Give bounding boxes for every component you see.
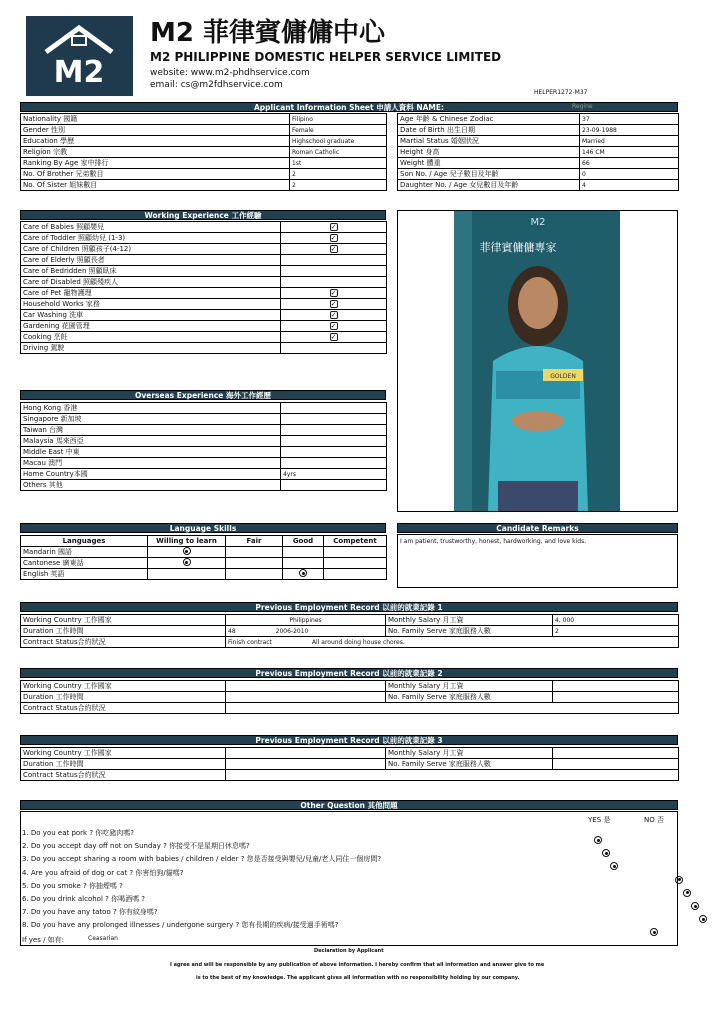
skill-check-cell [281, 299, 387, 310]
if-yes-label: If yes / 如有: [22, 936, 65, 944]
applicant-field-value: 2 [290, 169, 387, 180]
applicant-row [398, 114, 679, 125]
applicant-field-value: 66 [580, 158, 679, 169]
applicant-field-label: Date of Birth 出生日期 [398, 125, 580, 136]
overseas-duration-value [281, 403, 387, 414]
skill-label: Care of Pet 寵物護理 [21, 288, 281, 299]
skill-row [21, 222, 387, 233]
language-level-cell [148, 558, 226, 569]
family-serve-label: No. Family Serve 家庭服務人數 [386, 692, 553, 703]
overseas-duration-value: 4yrs [281, 469, 387, 480]
overseas-country-label: Home Country本國 [21, 469, 281, 480]
skill-row [21, 244, 387, 255]
language-row [21, 569, 387, 580]
family-serve-label: No. Family Serve 家庭服務人數 [386, 626, 553, 637]
skill-check-cell [281, 266, 387, 277]
if-yes-value: Ceasarian [88, 935, 118, 942]
applicant-row [21, 136, 387, 147]
logo-text: M2 [53, 55, 105, 90]
checkbox-checked-icon: ✓ [330, 311, 337, 319]
applicant-row [398, 169, 679, 180]
skill-check-cell [281, 332, 387, 343]
language-level-cell [283, 558, 324, 569]
applicant-name: Regine [572, 103, 593, 110]
applicant-field-value: Female [290, 125, 387, 136]
question-text: 1. Do you eat pork ? 你吃豬肉嗎? [22, 829, 134, 837]
applicant-left-table [20, 113, 387, 191]
overseas-row [21, 458, 387, 469]
language-level-cell [226, 569, 283, 580]
skill-check-cell [281, 288, 387, 299]
working-experience-table [20, 221, 387, 354]
working-country-label: Working Country 工作國家 [21, 748, 226, 759]
contract-status-cell [226, 703, 679, 714]
working-experience-bar: Working Experience 工作經驗 [20, 210, 386, 220]
duration-period: 2006-2010 [275, 627, 309, 635]
monthly-salary-value [553, 748, 679, 759]
job-duties: All around doing house chores. [311, 638, 405, 646]
applicant-field-value: Filipino [290, 114, 387, 125]
overseas-row [21, 403, 387, 414]
question-text: 8. Do you have any prolonged illnesses / undergone surgery ? 您有長期的疾病/接受過手術嗎? [22, 921, 339, 930]
language-level-cell [324, 569, 387, 580]
skill-label: Cooking 烹飪 [21, 332, 281, 343]
language-level-cell [324, 547, 387, 558]
lang-header-languages: Languages [21, 536, 148, 547]
family-serve-value [553, 759, 679, 770]
applicant-field-label: No. Of Sister 姐妹數目 [21, 180, 290, 191]
question-text: 4. Are you afraid of dog or cat ? 你害怕狗/貓嗎? [22, 868, 184, 877]
overseas-duration-value [281, 447, 387, 458]
language-level-cell [283, 547, 324, 558]
lang-header-fair: Fair [226, 536, 283, 547]
family-serve-value: 2 [553, 626, 679, 637]
contract-status-label: Contract Status合約狀況 [21, 770, 226, 781]
house-logo-icon [26, 16, 133, 96]
radio-selected-icon [299, 569, 307, 577]
yes-column-label: YES 是 [588, 816, 611, 824]
contract-status-cell [226, 637, 679, 648]
skill-row [21, 332, 387, 343]
skill-label: Household Works 家務 [21, 299, 281, 310]
skill-check-cell [281, 310, 387, 321]
family-serve-label: No. Family Serve 家庭服務人數 [386, 759, 553, 770]
working-country-value [226, 681, 386, 692]
overseas-row [21, 447, 387, 458]
radio-selected-icon [183, 547, 191, 555]
skill-check-cell [281, 233, 387, 244]
email-text: email: cs@m2fdhservice.com [150, 80, 283, 90]
other-questions-bar: Other Question 其他問題 [20, 800, 678, 810]
skill-label: Care of Disabled 照顧殘疾人 [21, 277, 281, 288]
answer-no-radio-icon [691, 902, 699, 910]
applicant-field-label: Height 身高 [398, 147, 580, 158]
skill-label: Care of Babies 照顧嬰兒 [21, 222, 281, 233]
applicant-field-value: 4 [580, 180, 679, 191]
contract-status-label: Contract Status合約狀況 [21, 637, 226, 648]
language-label: English 英語 [21, 569, 148, 580]
question-text: 5. Do you smoke ? 你抽煙嗎 ? [22, 881, 123, 890]
declaration-line-1: I agree and will be responsible by any publication of above information. I hereby confirm that all information and answer give to me [170, 962, 545, 968]
checkbox-checked-icon: ✓ [330, 234, 337, 242]
monthly-salary-label: Monthly Salary 月工資 [386, 681, 553, 692]
skill-label: Car Washing 洗車 [21, 310, 281, 321]
overseas-duration-value [281, 480, 387, 491]
language-skills-bar: Language Skills [20, 523, 386, 533]
language-row [21, 547, 387, 558]
employment-record-bar: Previous Employment Record 以前的就業記錄 1 [20, 602, 678, 612]
answer-no-radio-icon [699, 915, 707, 923]
language-level-cell [148, 569, 226, 580]
candidate-remarks-box [397, 534, 678, 588]
checkbox-checked-icon: ✓ [330, 223, 337, 231]
applicant-field-label: Martial Status 婚姻狀況 [398, 136, 580, 147]
applicant-field-value: 146 CM [580, 147, 679, 158]
skill-check-cell [281, 244, 387, 255]
answer-no-radio-icon [675, 876, 683, 884]
applicant-field-label: Weight 體重 [398, 158, 580, 169]
applicant-row [21, 180, 387, 191]
skill-label: Care of Toddler 照顧幼兒 (1-3) [21, 233, 281, 244]
company-logo [26, 16, 133, 96]
applicant-photo-image [398, 211, 677, 511]
employment-record-table [20, 680, 679, 714]
question-text: 3. Do you accept sharing a room with babies / children / elder ? 您是否接受與嬰兒/兒童/老人同住一個房間? [22, 855, 382, 864]
skill-row [21, 277, 387, 288]
skill-label: Driving 駕駛 [21, 343, 281, 354]
applicant-field-value: 23-09-1988 [580, 125, 679, 136]
applicant-row [398, 136, 679, 147]
applicant-field-label: Daughter No. / Age 女兒數目及年齡 [398, 180, 580, 191]
overseas-row [21, 480, 387, 491]
no-column-label: NO 否 [644, 816, 664, 824]
employment-record-bar: Previous Employment Record 以前的就業記錄 3 [20, 735, 678, 745]
overseas-country-label: Taiwan 台灣 [21, 425, 281, 436]
contract-status-label: Contract Status合約狀況 [21, 703, 226, 714]
applicant-photo [397, 210, 678, 512]
skill-label: Care of Elderly 照顧長者 [21, 255, 281, 266]
language-level-cell [226, 547, 283, 558]
applicant-field-label: No. Of Brother 兄弟數目 [21, 169, 290, 180]
applicant-field-value: Highschool graduate [290, 136, 387, 147]
checkbox-checked-icon: ✓ [330, 289, 337, 297]
family-serve-value [553, 692, 679, 703]
duration-label: Duration 工作時間 [21, 759, 226, 770]
applicant-field-value: 0 [580, 169, 679, 180]
skill-label: Care of Bedridden 照顧臥床 [21, 266, 281, 277]
working-country-label: Working Country 工作國家 [21, 615, 226, 626]
applicant-row [21, 147, 387, 158]
applicant-row [21, 158, 387, 169]
overseas-duration-value [281, 425, 387, 436]
skill-row [21, 233, 387, 244]
skill-check-cell [281, 321, 387, 332]
overseas-duration-value [281, 436, 387, 447]
applicant-row [21, 125, 387, 136]
overseas-row [21, 414, 387, 425]
contract-status-cell [226, 770, 679, 781]
photo-brand: M2 [530, 217, 546, 228]
photo-banner: 菲律賓傭傭專家 [479, 241, 557, 254]
working-country-value: Philippines [226, 615, 386, 626]
skill-check-cell [281, 222, 387, 233]
question-text: 7. Do you have any tatoo ? 你有紋身嗎? [22, 908, 158, 917]
language-level-cell [226, 558, 283, 569]
answer-no-radio-icon [683, 889, 691, 897]
applicant-field-value: Roman Catholic [290, 147, 387, 158]
monthly-salary-label: Monthly Salary 月工資 [386, 615, 553, 626]
contract-status-value: Finish contract [228, 638, 272, 646]
applicant-row [398, 125, 679, 136]
overseas-country-label: Middle East 中東 [21, 447, 281, 458]
working-country-value [226, 748, 386, 759]
skill-check-cell [281, 255, 387, 266]
checkbox-checked-icon: ✓ [330, 333, 337, 341]
website-text: website: www.m2-phdhservice.com [150, 68, 310, 78]
duration-label: Duration 工作時間 [21, 626, 226, 637]
duration-months: 48 [228, 627, 236, 635]
checkbox-checked-icon: ✓ [330, 322, 337, 330]
monthly-salary-label: Monthly Salary 月工資 [386, 748, 553, 759]
skill-row [21, 266, 387, 277]
overseas-experience-table [20, 402, 387, 491]
working-country-label: Working Country 工作國家 [21, 681, 226, 692]
language-level-cell [283, 569, 324, 580]
duration-cell [226, 626, 386, 637]
duration-label: Duration 工作時間 [21, 692, 226, 703]
skill-row [21, 255, 387, 266]
skill-check-cell [281, 343, 387, 354]
applicant-field-label: Education 學歷 [21, 136, 290, 147]
employment-record-table [20, 614, 679, 648]
applicant-right-table [397, 113, 679, 191]
page-title: M2 菲律賓傭傭中心 [150, 18, 386, 48]
overseas-country-label: Hong Kong 香港 [21, 403, 281, 414]
monthly-salary-value [553, 681, 679, 692]
overseas-row [21, 436, 387, 447]
answer-yes-radio-icon [594, 836, 602, 844]
photo-shirt-text: GOLDEN [550, 373, 576, 380]
skill-check-cell [281, 277, 387, 288]
applicant-field-label: Nationality 國籍 [21, 114, 290, 125]
applicant-bar-label: Applicant Information Sheet 申請人資料 NAME: [254, 103, 444, 112]
applicant-field-value: 37 [580, 114, 679, 125]
applicant-field-value: Married [580, 136, 679, 147]
radio-selected-icon [183, 558, 191, 566]
overseas-row [21, 469, 387, 480]
overseas-country-label: Singapore 新加坡 [21, 414, 281, 425]
candidate-remarks-bar: Candidate Remarks [397, 523, 678, 533]
overseas-country-label: Macau 澳門 [21, 458, 281, 469]
checkbox-checked-icon: ✓ [330, 300, 337, 308]
overseas-country-label: Others 其他 [21, 480, 281, 491]
language-row [21, 558, 387, 569]
employment-record-bar: Previous Employment Record 以前的就業記錄 2 [20, 668, 678, 678]
monthly-salary-value: 4, 000 [553, 615, 679, 626]
overseas-duration-value [281, 458, 387, 469]
overseas-duration-value [281, 414, 387, 425]
applicant-row [21, 169, 387, 180]
lang-header-competent: Competent [324, 536, 387, 547]
applicant-field-label: Religion 宗教 [21, 147, 290, 158]
applicant-field-value: 2 [290, 180, 387, 191]
applicant-row [21, 114, 387, 125]
skill-row [21, 288, 387, 299]
language-skills-table [20, 535, 387, 580]
reference-number: HELPER1272-M37 [534, 89, 588, 96]
skill-row [21, 343, 387, 354]
declaration-line-2: is to the best of my knowledge. The applicant gives all information with no responsibility holding by our company. [196, 975, 520, 981]
question-text: 6. Do you drink alcohol ? 你喝酒嗎 ? [22, 895, 146, 903]
duration-cell [226, 759, 386, 770]
skill-row [21, 310, 387, 321]
question-text: 2. Do you accept day off not on Sunday ? 你接受不是星期日休息嗎? [22, 842, 250, 851]
applicant-row [398, 158, 679, 169]
lang-header-good: Good [283, 536, 324, 547]
skill-row [21, 299, 387, 310]
applicant-field-label: Age 年齡 & Chinese Zodiac [398, 114, 580, 125]
employment-record-table [20, 747, 679, 781]
applicant-row [398, 147, 679, 158]
overseas-country-label: Malaysia 馬來西亞 [21, 436, 281, 447]
skill-row [21, 321, 387, 332]
applicant-field-value: 1st [290, 158, 387, 169]
applicant-field-label: Son No. / Age 兒子數目及年齡 [398, 169, 580, 180]
candidate-remarks-text: I am patient, trustworthy, honest, hardworking, and love kids. [400, 538, 587, 545]
language-label: Mandarin 國語 [21, 547, 148, 558]
applicant-field-label: Gender 性別 [21, 125, 290, 136]
applicant-field-label: Ranking By Age 家中排行 [21, 158, 290, 169]
skill-label: Gardening 花園管理 [21, 321, 281, 332]
lang-header-willing: Willing to learn [148, 536, 226, 547]
language-label: Cantonese 廣東話 [21, 558, 148, 569]
duration-cell [226, 692, 386, 703]
applicant-row [398, 180, 679, 191]
skill-label: Care of Children 照顧孩子(4-12) [21, 244, 281, 255]
overseas-row [21, 425, 387, 436]
language-level-cell [148, 547, 226, 558]
declaration-title: Declaration by Applicant [314, 948, 384, 954]
overseas-experience-bar: Overseas Experience 海外工作經歷 [20, 390, 386, 400]
company-name: M2 PHILIPPINE DOMESTIC HELPER SERVICE LIMITED [150, 50, 502, 64]
checkbox-checked-icon: ✓ [330, 245, 337, 253]
language-level-cell [324, 558, 387, 569]
